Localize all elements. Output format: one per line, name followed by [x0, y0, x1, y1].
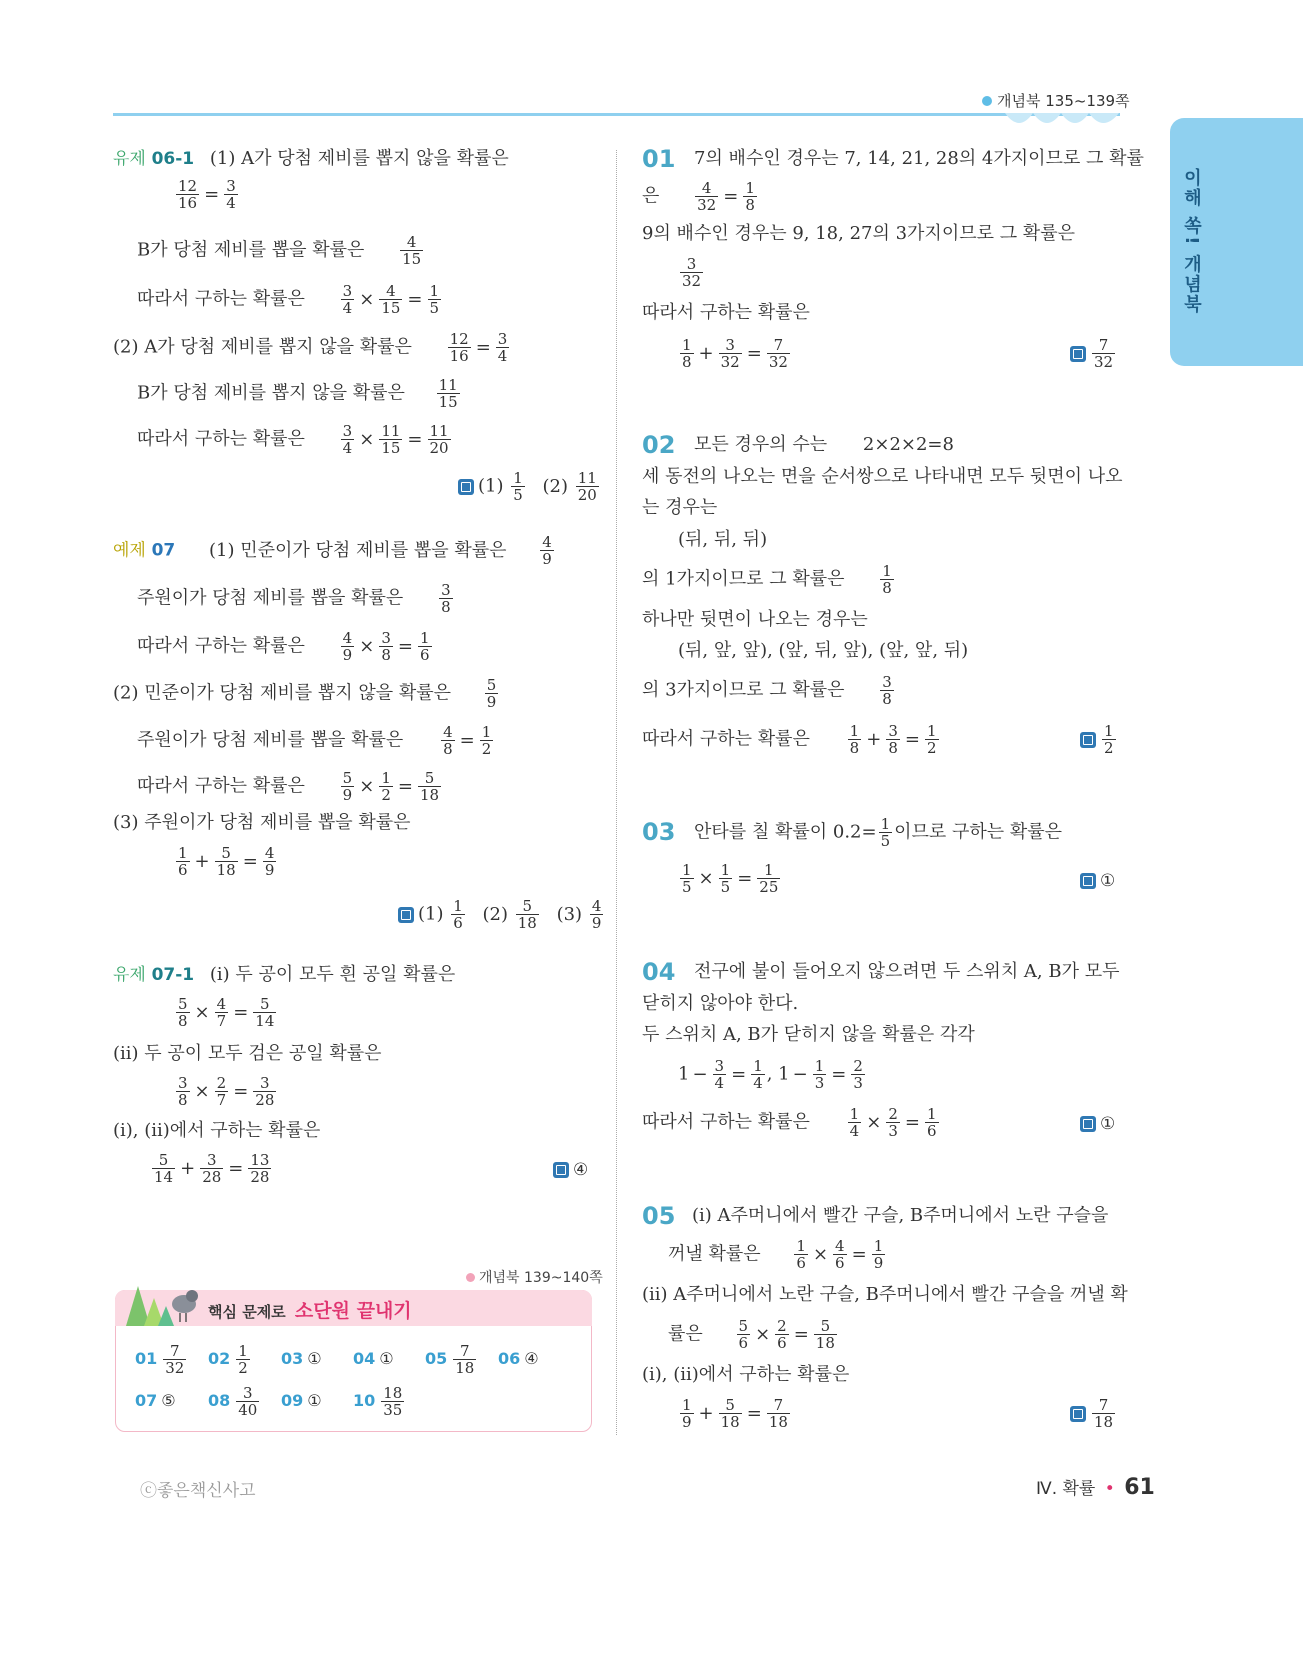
u071-num: 07-1 — [151, 965, 195, 985]
u061-line4: 따라서 구하는 확률은 $\frac{3}{4}$ × $\frac{4}{15}$ = $\frac{1}{5}$ — [137, 282, 440, 317]
q01-line4: $\frac{3}{32}$ — [682, 255, 702, 290]
q05-line4: 률은 $\frac{5}{6}$ × $\frac{2}{6}$ = $\frac{5}{18}$ — [668, 1317, 835, 1352]
summary-ref: 개념북 139~140쪽 — [466, 1267, 603, 1287]
q02-line8: 의 3가지이므로 그 확률은 $\frac{3}{8}$ — [642, 673, 892, 708]
tree-bird-illustration — [118, 1276, 204, 1328]
q01-line3: 9의 배수인 경우는 9, 18, 27의 3가지이므로 그 확률은 — [642, 223, 1075, 244]
q05-line1: (ⅰ) A주머니에서 빨간 구슬, B주머니에서 노란 구슬을 — [692, 1205, 1109, 1226]
summary-item: 01 $\frac{7}{32}$ — [135, 1342, 185, 1377]
q04-answer: ① — [1080, 1113, 1115, 1135]
summary-item: 04 ① — [353, 1349, 394, 1368]
summary-item: 07 ⑤ — [135, 1391, 176, 1410]
answer-icon — [1080, 732, 1096, 748]
summary-item: 09 ① — [281, 1391, 322, 1410]
e07-line6: 따라서 구하는 확률은 $\frac{5}{9}$ × $\frac{1}{2}$ = $\frac{5}{18}$ — [137, 769, 440, 804]
q02-line6: 하나만 뒷면이 나오는 경우는 — [642, 609, 868, 630]
q04-line5: 따라서 구하는 확률은 $\frac{1}{4}$ × $\frac{2}{3}$ = $\frac{1}{6}$ — [642, 1105, 937, 1140]
u071-line4: $\frac{3}{8}$ × $\frac{2}{7}$ = $\frac{3}{28}$ — [178, 1074, 275, 1109]
e07-line8: $\frac{1}{6}$ + $\frac{5}{18}$ = $\frac{4}{9}$ — [178, 844, 275, 879]
q03-line2: $\frac{1}{5}$ × $\frac{1}{5}$ = $\frac{1}{25}$ — [682, 861, 779, 896]
dot-icon — [982, 96, 992, 106]
u061-num: 06-1 — [151, 149, 195, 169]
u061-line1: 유제 06-1 (1) A가 당첨 제비를 뽑지 않을 확률은 — [113, 148, 509, 169]
e07-line4: (2) 민준이가 당첨 제비를 뽑지 않을 확률은 $\frac{5}{9}$ — [113, 676, 497, 711]
u071-line1: 유제 07-1 (ⅰ) 두 공이 모두 흰 공일 확률은 — [113, 964, 456, 985]
e07-num: 07 — [151, 540, 176, 561]
answer-icon — [458, 479, 474, 495]
e07-label: 예제 — [113, 540, 146, 561]
answer-icon — [398, 907, 414, 923]
q02-line1: 모든 경우의 수는 2×2×2=8 — [694, 434, 954, 455]
summary-item: 08 $\frac{3}{40}$ — [208, 1384, 258, 1419]
e07-line7: (3) 주원이가 당첨 제비를 뽑을 확률은 — [113, 812, 411, 833]
q04-num: 04 — [642, 958, 676, 986]
q05-line2: 꺼낼 확률은 $\frac{1}{6}$ × $\frac{4}{6}$ = $\frac{1}{9}$ — [668, 1237, 884, 1272]
q04-line4: 1 − $\frac{3}{4}$ = $\frac{1}{4}$ , 1 − $\frac{1}{3}$ = $\frac{2}{3}$ — [678, 1057, 863, 1092]
u071-label: 유제 — [113, 965, 146, 985]
e07-line2: 주원이가 당첨 제비를 뽑을 확률은 $\frac{3}{8}$ — [137, 581, 451, 616]
e07-line1: 예제 07 (1) 민준이가 당첨 제비를 뽑을 확률은 $\frac{4}{9}$ — [113, 533, 552, 568]
summary-item: 02 $\frac{1}{2}$ — [208, 1342, 248, 1377]
q01-line5: 따라서 구하는 확률은 — [642, 302, 810, 323]
u061-line3: B가 당첨 제비를 뽑을 확률은 $\frac{4}{15}$ — [137, 233, 422, 268]
footer-chapter: Ⅳ. 확률 • 61 — [1036, 1475, 1155, 1500]
e07-line3: 따라서 구하는 확률은 $\frac{4}{9}$ × $\frac{3}{8}$ = $\frac{1}{6}$ — [137, 629, 430, 664]
page-number: 61 — [1124, 1475, 1155, 1500]
header-rule — [113, 113, 1120, 116]
u061-line7: 따라서 구하는 확률은 $\frac{3}{4}$ × $\frac{11}{15}$ = $\frac{11}{20}$ — [137, 422, 449, 457]
answer-icon — [1070, 346, 1086, 362]
q02-line2: 세 동전의 나오는 면을 순서쌍으로 나타내면 모두 뒷면이 나오 — [642, 466, 1123, 487]
q04-line1: 전구에 불이 들어오지 않으려면 두 스위치 A, B가 모두 — [694, 961, 1120, 982]
q02-line3: 는 경우는 — [642, 497, 718, 518]
answer-icon — [1070, 1406, 1086, 1422]
header-wave-decoration — [1005, 113, 1123, 129]
q05-line5: (ⅰ), (ⅱ)에서 구하는 확률은 — [642, 1364, 850, 1385]
summary-item: 10 $\frac{18}{35}$ — [353, 1384, 403, 1419]
q02-answer: $\frac{1}{2}$ — [1080, 723, 1118, 756]
u071-answer: ④ — [553, 1159, 588, 1181]
column-divider — [616, 150, 617, 1435]
summary-item: 03 ① — [281, 1349, 322, 1368]
u071-line6: $\frac{5}{14}$ + $\frac{3}{28}$ = $\frac{13}{28}$ — [154, 1151, 270, 1186]
u061-line5: (2) A가 당첨 제비를 뽑지 않을 확률은 $\frac{12}{16}$ = $\frac{3}{4}$ — [113, 330, 508, 365]
u071-line5: (ⅰ), (ⅱ)에서 구하는 확률은 — [113, 1120, 321, 1141]
side-tab-label: 이해 쏙! 개념북 — [1181, 168, 1202, 315]
answer-icon — [553, 1162, 569, 1178]
e07-line5: 주원이가 당첨 제비를 뽑을 확률은 $\frac{4}{8}$ = $\frac{1}{2}$ — [137, 723, 492, 758]
q03-answer: ① — [1080, 870, 1115, 892]
q05-line3: (ⅱ) A주머니에서 노란 구슬, B주머니에서 빨간 구슬을 꺼낼 확 — [642, 1284, 1128, 1305]
q05-num: 05 — [642, 1202, 676, 1230]
q01-line2: 은 $\frac{4}{32}$ = $\frac{1}{8}$ — [642, 179, 755, 214]
u061-label: 유제 — [113, 149, 146, 169]
q03-num: 03 — [642, 818, 676, 846]
q02-line7: (뒤, 앞, 앞), (앞, 뒤, 앞), (앞, 앞, 뒤) — [678, 640, 969, 661]
u061-line2: $\frac{12}{16}$ = $\frac{3}{4}$ — [178, 177, 236, 212]
q02-line9: 따라서 구하는 확률은 $\frac{1}{8}$ + $\frac{3}{8}$ = $\frac{1}{2}$ — [642, 722, 937, 757]
q05-answer: $\frac{7}{18}$ — [1070, 1397, 1117, 1430]
q02-line4: (뒤, 뒤, 뒤) — [678, 529, 768, 550]
side-tab — [1170, 118, 1303, 366]
u061-answer: (1) $\frac{1}{5}$ (2) $\frac{11}{20}$ — [458, 470, 601, 503]
q02-num: 02 — [642, 431, 676, 459]
summary-item: 05 $\frac{7}{18}$ — [425, 1342, 475, 1377]
u071-line3: (ⅱ) 두 공이 모두 검은 공일 확률은 — [113, 1043, 382, 1064]
header-ref: 개념북 135~139쪽 — [982, 90, 1130, 111]
u071-line2: $\frac{5}{8}$ × $\frac{4}{7}$ = $\frac{5}{14}$ — [178, 995, 275, 1030]
answer-icon — [1080, 1116, 1096, 1132]
q03-line1: 안타를 칠 확률이 0.2= $\frac{1}{5}$ 이므로 구하는 확률은 — [694, 815, 1063, 850]
answer-icon — [1080, 873, 1096, 889]
q01-line1: 7의 배수인 경우는 7, 14, 21, 28의 4가지이므로 그 확률 — [694, 148, 1144, 169]
dot-icon — [466, 1273, 475, 1282]
q01-line6: $\frac{1}{8}$ + $\frac{3}{32}$ = $\frac{7}{32}$ — [682, 336, 788, 371]
q01-answer: $\frac{7}{32}$ — [1070, 337, 1117, 370]
q02-line5: 의 1가지이므로 그 확률은 $\frac{1}{8}$ — [642, 562, 892, 597]
q01-num: 01 — [642, 145, 676, 173]
summary-item: 06 ④ — [498, 1349, 539, 1368]
q04-line2: 닫히지 않아야 한다. — [642, 993, 799, 1014]
e07-answer: (1) $\frac{1}{6}$ (2) $\frac{5}{18}$ (3) $\frac{4}{9}$ — [398, 898, 605, 931]
u061-line6: B가 당첨 제비를 뽑지 않을 확률은 $\frac{11}{15}$ — [137, 376, 458, 411]
copyright: ⓒ좋은책신사고 — [140, 1481, 256, 1501]
q04-line3: 두 스위치 A, B가 닫히지 않을 확률은 각각 — [642, 1024, 975, 1045]
summary-title: 핵심 문제로 소단원 끝내기 — [208, 1300, 412, 1322]
q05-line6: $\frac{1}{9}$ + $\frac{5}{18}$ = $\frac{7}{18}$ — [682, 1396, 788, 1431]
